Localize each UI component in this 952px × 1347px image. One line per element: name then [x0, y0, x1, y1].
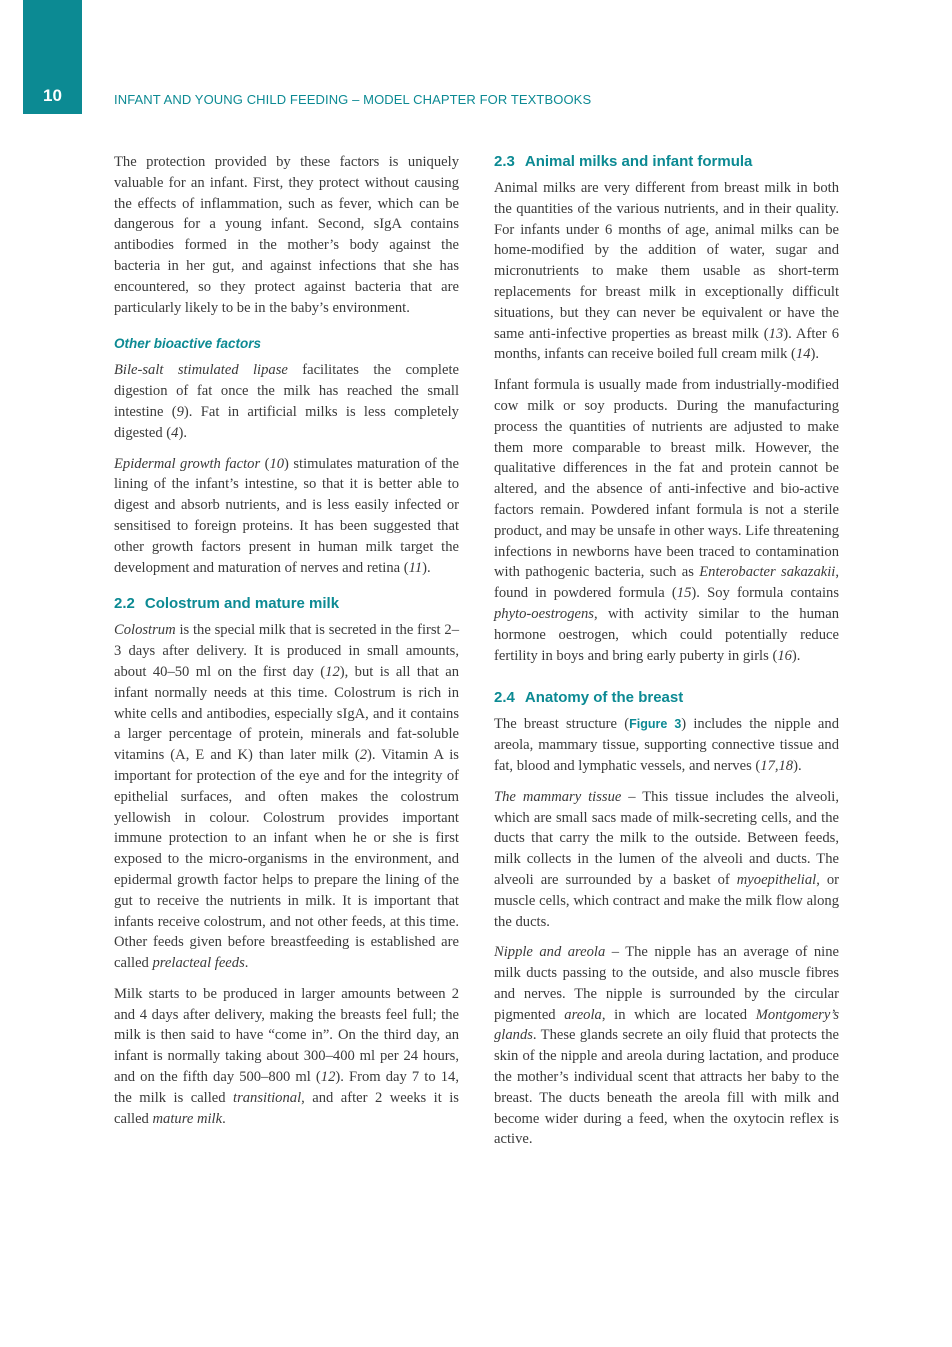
- paragraph-infant-formula: Infant formula is usually made from industrially-modified cow milk or soy products. During the manufacturing process the quantities of nutrients are adjusted to make them more comparable to breast milk. However, the qualitative differences in the fat and protein cannot be altered, and the absence of anti-infective and bio-active factors remain. Powdered infant formula is not a sterile product, and may be unsafe in other ways. Life threatening infections in newborns have been traced to contamination with pathogenic bacteria, such as Enterobacter sakazakii, found in powdered formula (15). Soy formula contains phyto-oestrogens, with activity similar to the human hormone oestrogen, which could potentially reduce fertility in boys and bring early puberty in girls (16).: [494, 377, 840, 664]
- left-column: [114, 152, 459, 1139]
- paragraph-protection: The protection provided by these factors is uniquely valuable for an infant. First, they protect without causing the effects of inflammation, such as fever, which can be dangerous for a young infant. Second, sIgA contains antibodies formed in the mother’s body against the bacteria in her gut, and against infections that she has encountered, so they protect against bacteria that are particularly likely to be in the baby’s environment.: [114, 154, 459, 316]
- section-heading-2-2: 2.2 Colostrum and mature milk: [114, 595, 340, 613]
- page-number-tab: [23, 0, 82, 114]
- paragraph-egf: Epidermal growth factor (10) stimulates maturation of the lining of the infant’s intestine, so that it is better able to digest and absorb nutrients, and is less easily infected or sensitised to foreign proteins. It has been suggested that other growth factors present in human milk target the development and maturation of nerves and retina (11).: [114, 455, 460, 576]
- paragraph-breast-structure: The breast structure (Figure 3) includes the nipple and areola, mammary tissue, supporting connective tissue and fat, blood and lymphatic vessels, and nerves (17,18).: [494, 716, 839, 774]
- term: Bile-salt stimulated lipase: [114, 362, 288, 379]
- section-heading-2-3: 2.3 Animal milks and infant formula: [494, 153, 753, 170]
- running-header: INFANT AND YOUNG CHILD FEEDING – MODEL CHAPTER FOR TEXTBOOKS: [114, 92, 592, 107]
- paragraph-lipase: Bile-salt stimulated lipase facilitates the complete digestion of fat once the milk has reached the small intestine (9). Fat in artificial milks is less completely digested (4).: [114, 362, 459, 441]
- term: Nipple and areola: [494, 944, 606, 961]
- paragraph-mammary-tissue: The mammary tissue – This tissue includes the alveoli, which are small sacs made of milk-secreting cells, and the ducts that carry the milk to the outside. Between feeds, milk collects in the lumen of the alveoli and ducts. The alveoli are surrounded by a basket of myoepithelial, or muscle cells, which contract and make the milk flow along the ducts.: [494, 788, 839, 930]
- term: The mammary tissue: [494, 788, 622, 805]
- right-column: [494, 152, 839, 1160]
- paragraph-colostrum: Colostrum is the special milk that is secreted in the first 2–3 days after delivery. It is produced in small amounts, about 40–50 ml on the first day (12), but is all that an infant normally needs at this time. Colostrum is rich in white cells and antibodies, especially sIgA, and it contains a larger percentage of protein, minerals and fat-soluble vitamins (A, E and K) than later milk (2). Vitamin A is important for protection of the eye and for the integrity of epithelial surfaces, and often makes the colostrum yellowish in colour. Colostrum provides important immune protection to an infant when he or she is first exposed to the micro-organisms in the environment, and epidermal growth factor helps to prepare the lining of the gut to receive the nutrients in milk. It is important that infants receive colostrum, and not other feeds, at this time. Other feeds given before breastfeeding is established are called prelacteal feeds.: [114, 622, 459, 972]
- paragraph-nipple-areola: Nipple and areola – The nipple has an average of nine milk ducts passing to the outside, and also muscle fibres and nerves. The nipple is surrounded by the circular pigmented areola, in which are located Montgomery’s glands. These glands secrete an oily fluid that protects the skin of the nipple and areola during lactation, and produce the mother’s individual scent that attracts her baby to the breast. The ducts beneath the areola fill with milk and become wider during a feed, when the oxytocin reflex is active.: [494, 944, 839, 1148]
- figure-3-link[interactable]: Figure 3: [629, 717, 682, 732]
- page-number: 10: [43, 86, 62, 105]
- section-heading-2-4: 2.4 Anatomy of the breast: [494, 689, 684, 707]
- paragraph-animal-milks: Animal milks are very different from breast milk in both the quantities of the various nutrients, and in their quality. For infants under 6 months of age, animal milks can be home-modified by the addition of water, sugar and micronutrients to make them usable as short-term replacements for breast milk in exceptionally difficult situations, but they can never be equivalent or have the same anti-infective properties as breast milk (13). After 6 months, infants can receive boiled full cream milk (14).: [494, 180, 839, 363]
- paragraph-mature-milk: Milk starts to be produced in larger amounts between 2 and 4 days after delivery, making the breasts feel full; the milk is then said to have “come in”. On the third day, an infant is normally taking about 300–400 ml per 24 hours, and on the fifth day 500–800 ml (12). From day 7 to 14, the milk is called transitional, and after 2 weeks it is called mature milk.: [114, 985, 459, 1127]
- subheading-other-bioactive-factors: Other bioactive factors: [114, 336, 262, 352]
- term: Colostrum: [114, 622, 176, 639]
- term: Epidermal growth factor: [114, 455, 261, 472]
